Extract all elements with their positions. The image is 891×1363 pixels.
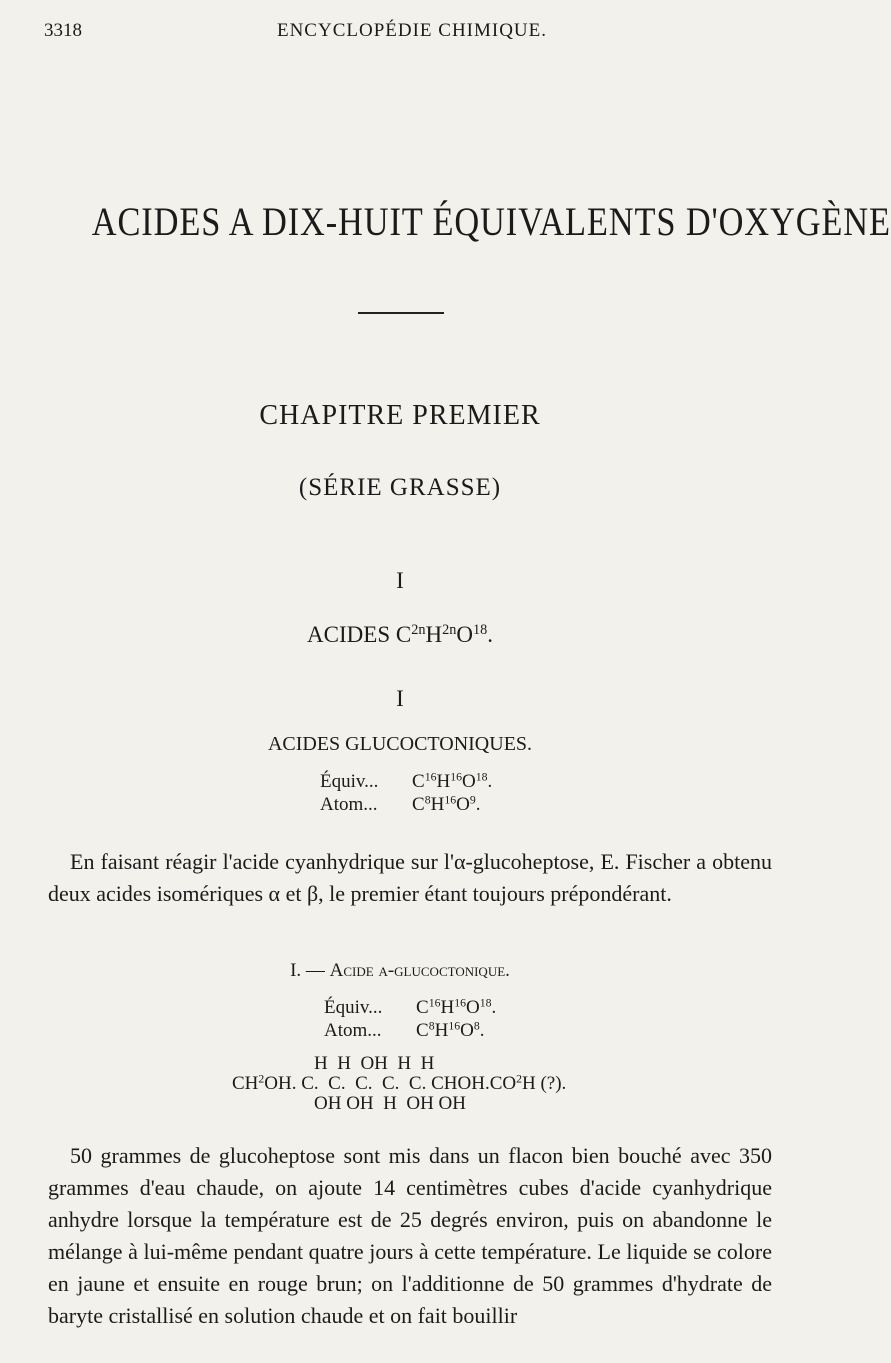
subpart-numeral: I — [396, 686, 404, 711]
structure-main-row: $CH^2OH$. C. C. C. C. C. $CHOH.CO^2H$ (?). — [232, 1072, 567, 1094]
running-header — [44, 20, 780, 44]
chapter-heading: CHAPITRE PREMIER — [259, 400, 541, 431]
intro-paragraph: En faisant réagir l'acide cyanhydrique sur l'α-glucoheptose, E. Fischer a obtenu deux acides isomériques α et β, le premier étant toujours prépondérant. — [48, 849, 772, 906]
formula-block-alpha — [324, 996, 496, 1042]
formula-block-general — [320, 770, 492, 816]
atom-line: Atom... $C^8H^{16}O^9$. — [320, 793, 481, 815]
series-heading: (SÉRIE GRASSE) — [298, 474, 502, 501]
title-divider — [358, 312, 444, 314]
main-title: ACIDES A DIX-HUIT ÉQUIVALENTS D'OXYGÈNE — [91, 199, 891, 244]
structure-bottom-row: OH OH H OH OH — [314, 1093, 466, 1114]
part-numeral: I — [396, 568, 404, 593]
equiv-line: Équiv... $C^{16}H^{16}O^{18}$. — [320, 770, 493, 792]
section-heading: I. — Acide α-glucoctonique. — [290, 960, 510, 981]
atom-line: Atom... $C^8H^{16}O^8$. — [324, 1019, 485, 1041]
preparation-paragraph: 50 grammes de glucoheptose sont mis dans un flacon bien bouché avec 350 grammes d'eau chaude, on ajoute 14 centimètres cubes d'acide cyanhydrique anhydre lorsque la température est de 25 degrés environ, puis on abandonne le mélange à lui-même pendant quatre jours à cette température. Le liquide se colore en jaune et ensuite en rouge brun; on l'additionne de 50 grammes d'hydrate de baryte cristallisé en solution chaude et on fait bouillir — [48, 1143, 772, 1328]
part-title: ACIDES $C^{2n}H^{2n}O^{18}$. — [307, 622, 493, 647]
subpart-title: ACIDES GLUCOCTONIQUES. — [267, 733, 533, 755]
running-title: ENCYCLOPÉDIE CHIMIQUE. — [276, 20, 548, 41]
structure-top-row: H H OH H H — [314, 1053, 435, 1074]
page-number: 3318 — [44, 20, 82, 41]
equiv-line: Équiv... $C^{16}H^{16}O^{18}$. — [324, 996, 497, 1018]
